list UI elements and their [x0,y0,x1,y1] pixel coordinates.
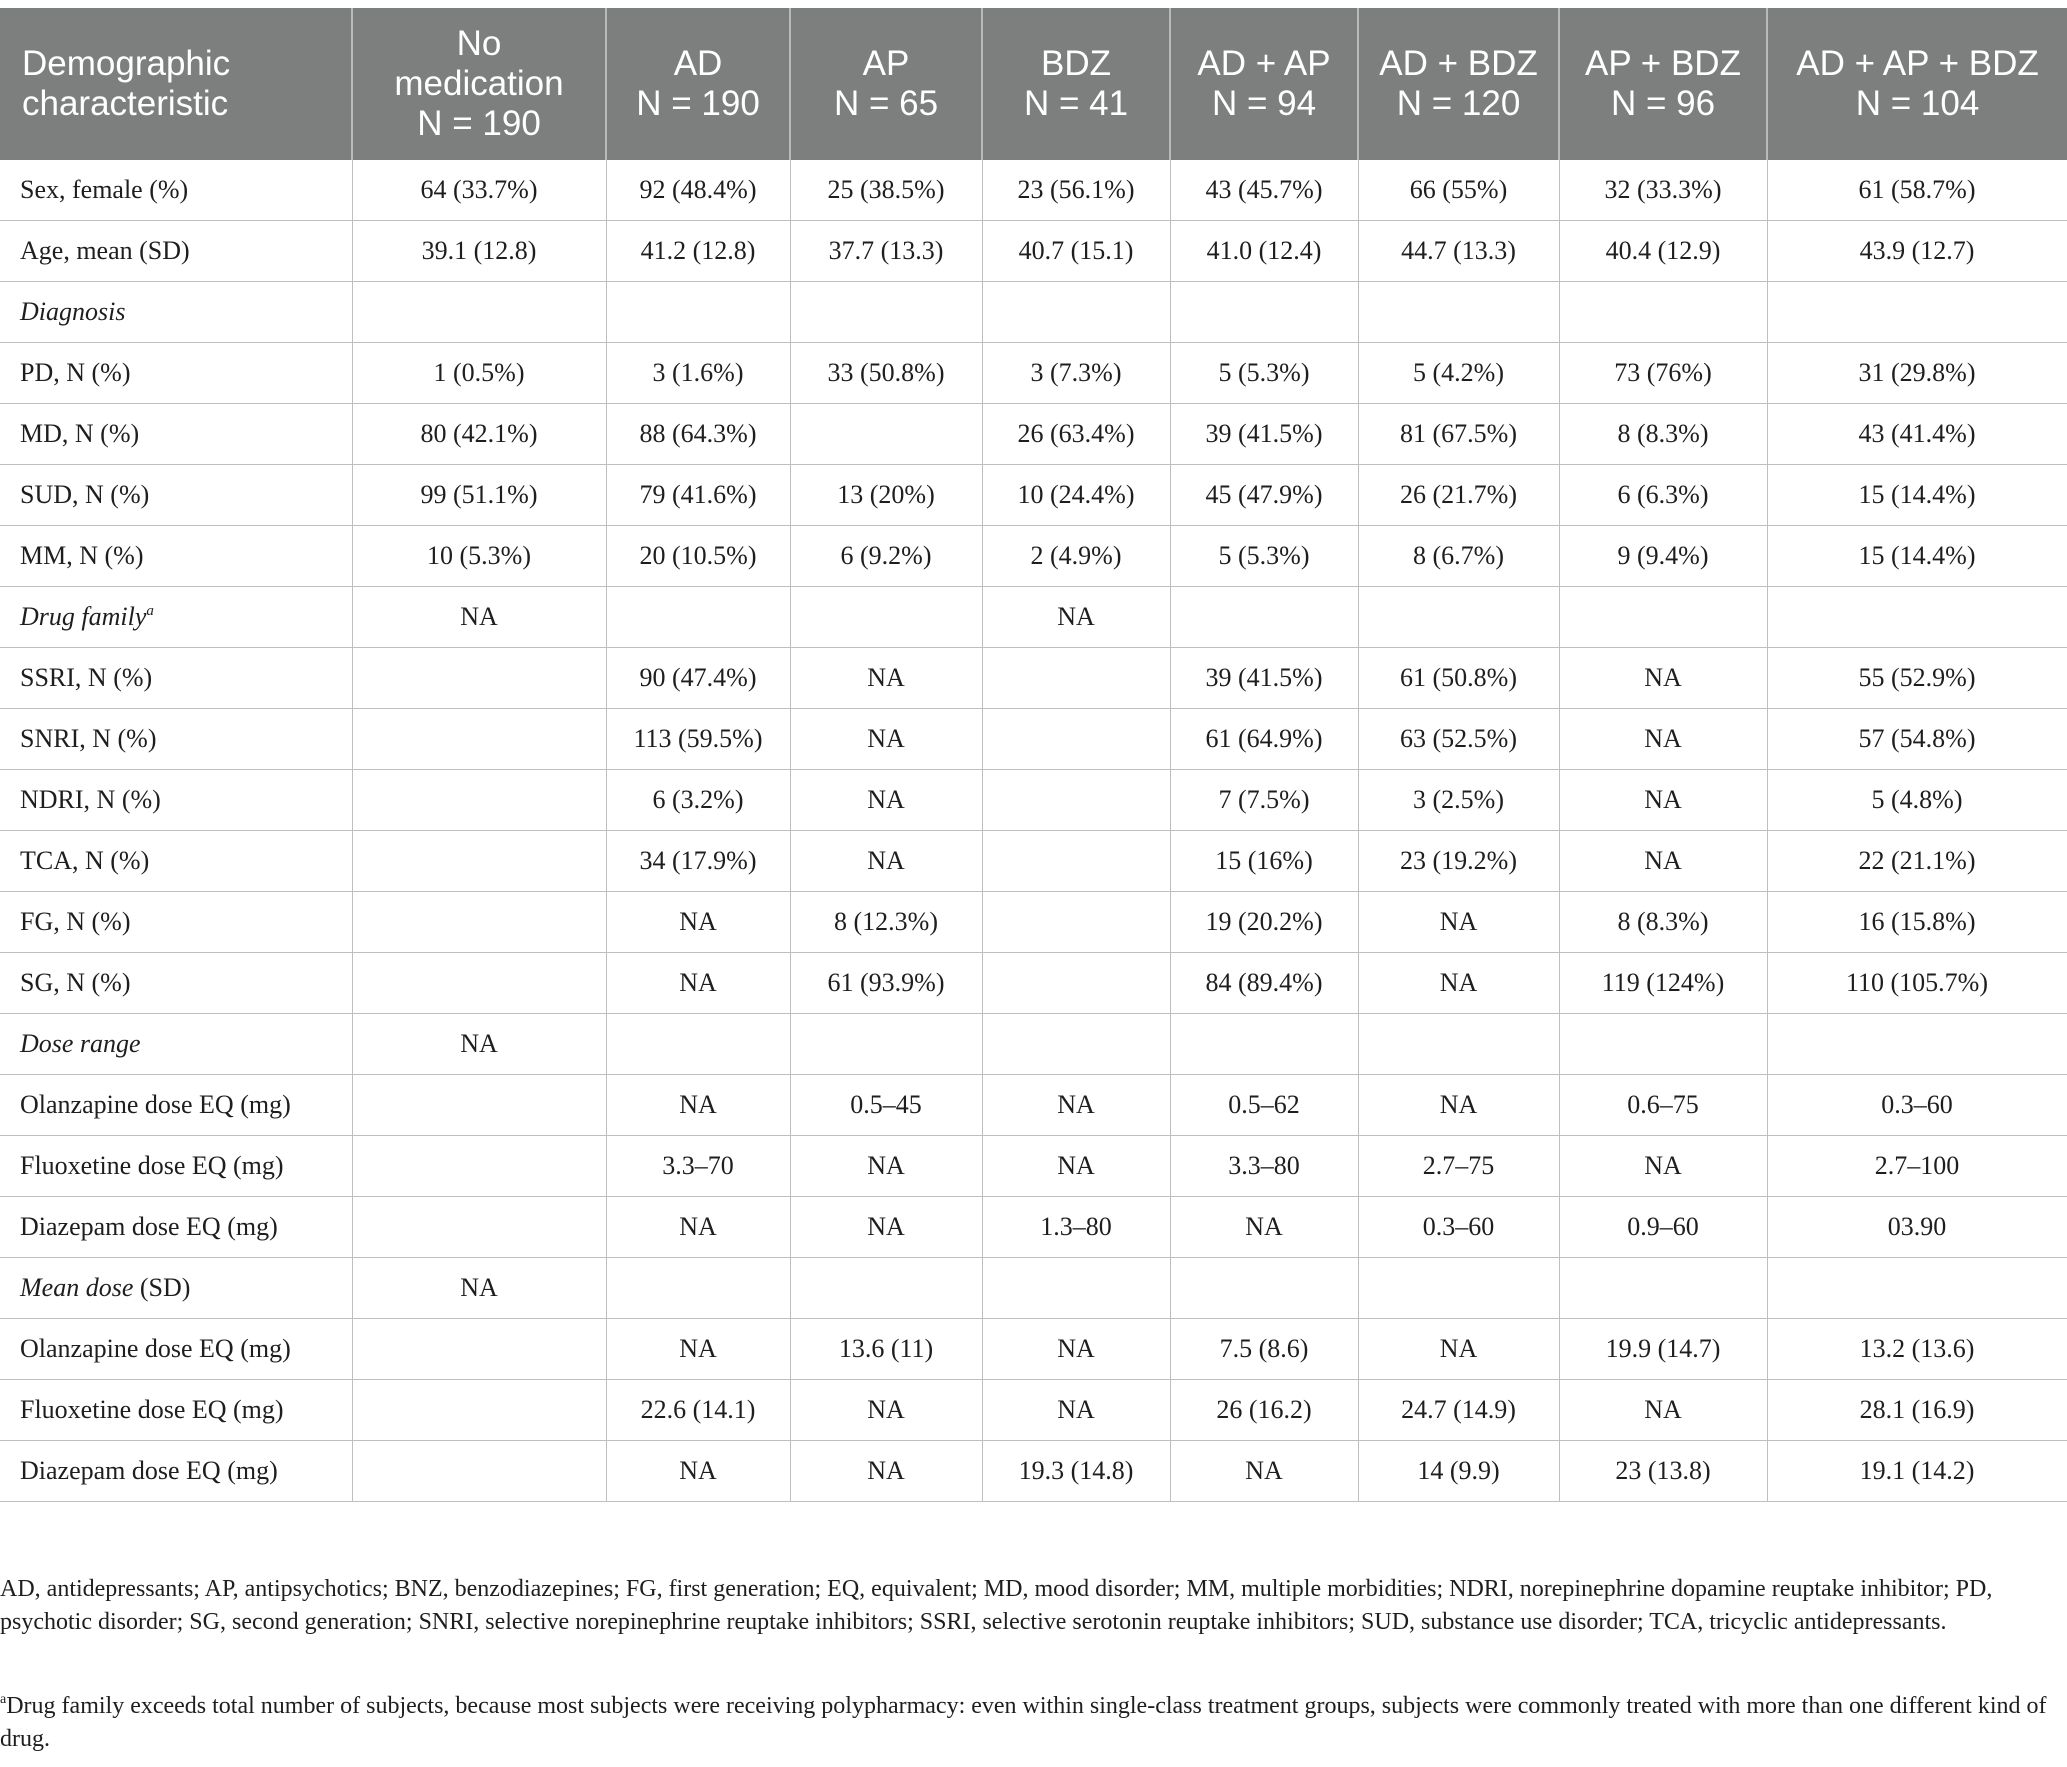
table-cell [1559,587,1767,648]
table-cell: 43 (41.4%) [1767,404,2067,465]
table-cell: 113 (59.5%) [606,709,790,770]
column-header-line: Demographic [22,44,231,83]
table-cell: 19.3 (14.8) [982,1441,1170,1502]
table-cell: 6 (6.3%) [1559,465,1767,526]
row-label-cell: FG, N (%) [0,892,352,953]
table-cell [1358,282,1559,343]
table-cell: NA [1170,1441,1358,1502]
table-cell [352,1075,606,1136]
column-header-line: N = 120 [1396,84,1521,123]
table-cell: 61 (93.9%) [790,953,982,1014]
table-cell: 40.4 (12.9) [1559,221,1767,282]
table-cell: 7 (7.5%) [1170,770,1358,831]
table-row [0,892,2067,953]
table-cell: 3 (2.5%) [1358,770,1559,831]
row-label-cell: SSRI, N (%) [0,648,352,709]
table-cell: 84 (89.4%) [1170,953,1358,1014]
table-cell [352,1380,606,1441]
table-cell [352,1136,606,1197]
column-header [352,8,606,160]
section-row [0,1014,2067,1075]
table-cell [606,587,790,648]
table-cell: 110 (105.7%) [1767,953,2067,1014]
footnote-marker: a [0,1692,7,1707]
table-cell: NA [982,1075,1170,1136]
column-header [1559,8,1767,160]
table-cell: 0.5–45 [790,1075,982,1136]
table-cell: 39 (41.5%) [1170,648,1358,709]
table-cell: 57 (54.8%) [1767,709,2067,770]
table-cell: NA [1358,892,1559,953]
table-cell [1358,1258,1559,1319]
table-cell [1559,282,1767,343]
table-cell [352,648,606,709]
table-cell: 15 (14.4%) [1767,526,2067,587]
table-cell: 6 (3.2%) [606,770,790,831]
column-header [0,8,352,160]
footnote-marker: a [146,603,154,619]
table-cell: 44.7 (13.3) [1358,221,1559,282]
table-cell: 0.9–60 [1559,1197,1767,1258]
table-cell: 19.9 (14.7) [1559,1319,1767,1380]
row-label-cell: Age, mean (SD) [0,221,352,282]
table-cell: NA [352,1014,606,1075]
table-cell: 41.2 (12.8) [606,221,790,282]
column-header-line: AP [862,44,910,83]
table-cell: 43.9 (12.7) [1767,221,2067,282]
table-cell: NA [790,1197,982,1258]
table-cell: 28.1 (16.9) [1767,1380,2067,1441]
table-cell: 1.3–80 [982,1197,1170,1258]
table-cell [982,892,1170,953]
table-cell: 26 (21.7%) [1358,465,1559,526]
column-header-line: N = 94 [1211,84,1317,123]
table-cell: 13.2 (13.6) [1767,1319,2067,1380]
table-cell: 0.3–60 [1358,1197,1559,1258]
table-cell [352,892,606,953]
table-cell: 92 (48.4%) [606,160,790,221]
table-cell: 31 (29.8%) [1767,343,2067,404]
column-header-line: AD [673,44,723,83]
row-label-cell: TCA, N (%) [0,831,352,892]
table-cell [982,282,1170,343]
section-row [0,587,2067,648]
column-header-line: N = 190 [636,84,760,123]
table-cell: 26 (16.2) [1170,1380,1358,1441]
table-cell: NA [352,587,606,648]
column-header [606,8,790,160]
table-cell [1767,282,2067,343]
column-header-line: No [456,24,502,63]
table-cell: NA [790,770,982,831]
column-header-line: BDZ [1041,44,1111,83]
table-cell: 13 (20%) [790,465,982,526]
table-cell: 2 (4.9%) [982,526,1170,587]
table-cell: 39 (41.5%) [1170,404,1358,465]
column-header [1767,8,2067,160]
table-cell [352,282,606,343]
table-cell: 7.5 (8.6) [1170,1319,1358,1380]
table-cell [352,1197,606,1258]
column-header [982,8,1170,160]
table-cell: 119 (124%) [1559,953,1767,1014]
row-label-cell: Diazepam dose EQ (mg) [0,1441,352,1502]
table-row [0,160,2067,221]
table-cell: 3.3–70 [606,1136,790,1197]
table-cell: 8 (8.3%) [1559,892,1767,953]
table-cell: NA [1559,831,1767,892]
table-cell: 55 (52.9%) [1767,648,2067,709]
table-cell: 33 (50.8%) [790,343,982,404]
table-cell [790,1014,982,1075]
table-cell: 16 (15.8%) [1767,892,2067,953]
table-cell [790,1258,982,1319]
table-cell [606,1258,790,1319]
table-cell: 79 (41.6%) [606,465,790,526]
table-cell: NA [606,1441,790,1502]
table-cell: 99 (51.1%) [352,465,606,526]
row-label-cell: Sex, female (%) [0,160,352,221]
table-cell: NA [1358,1319,1559,1380]
table-row [0,770,2067,831]
table-cell: 64 (33.7%) [352,160,606,221]
table-cell: 24.7 (14.9) [1358,1380,1559,1441]
demographics-table-container [0,8,2067,1502]
table-row [0,1136,2067,1197]
table-cell: 41.0 (12.4) [1170,221,1358,282]
table-cell: 5 (5.3%) [1170,526,1358,587]
section-label: Dose range [20,1029,141,1058]
table-cell: NA [606,953,790,1014]
column-header-line: medication [394,64,564,103]
table-cell [1767,1014,2067,1075]
table-cell: 8 (12.3%) [790,892,982,953]
table-cell: 9 (9.4%) [1559,526,1767,587]
table-cell: NA [606,1319,790,1380]
row-label-cell: Olanzapine dose EQ (mg) [0,1319,352,1380]
section-label: Drug family [20,602,147,631]
table-cell: 61 (58.7%) [1767,160,2067,221]
table-cell: 15 (16%) [1170,831,1358,892]
table-cell [1170,587,1358,648]
table-cell [982,953,1170,1014]
abbreviations-note: AD, antidepressants; AP, antipsychotics; BNZ, benzodiazepines; FG, first generation; EQ, equivalent; MD, mood disorder; MM, multiple morbidities; NDRI, norepinephrine dopamine reuptake inhibitor; PD, psychotic disorder; SG, second generation; SNRI, selective norepinephrine reuptake inhibitors; SSRI, selective serotonin reuptake inhibitors; SUD, substance use disorder; TCA, tricyclic antidepressants. [0,1576,1993,1635]
table-cell: NA [790,709,982,770]
table-cell: 10 (24.4%) [982,465,1170,526]
row-label-cell: SNRI, N (%) [0,709,352,770]
table-cell [1358,1014,1559,1075]
table-cell: NA [606,1197,790,1258]
column-header-line: N = 65 [833,84,939,123]
table-cell: 25 (38.5%) [790,160,982,221]
table-cell: 43 (45.7%) [1170,160,1358,221]
section-label: Mean dose [20,1273,134,1302]
table-cell: 73 (76%) [1559,343,1767,404]
demographics-table [0,8,2067,1502]
row-label-cell: SG, N (%) [0,953,352,1014]
table-cell: 13.6 (11) [790,1319,982,1380]
table-cell: NA [1559,709,1767,770]
table-cell: 5 (4.2%) [1358,343,1559,404]
table-cell: NA [1170,1197,1358,1258]
table-row [0,1197,2067,1258]
table-cell: 61 (50.8%) [1358,648,1559,709]
table-cell: NA [790,1380,982,1441]
column-header [1358,8,1559,160]
table-cell [982,1258,1170,1319]
section-label-cell [0,587,352,648]
section-label-cell [0,282,352,343]
section-row [0,282,2067,343]
table-cell [352,770,606,831]
table-cell: NA [1559,648,1767,709]
table-cell [606,282,790,343]
table-cell [1358,587,1559,648]
table-body [0,160,2067,1502]
table-cell: 2.7–75 [1358,1136,1559,1197]
table-cell [352,1319,606,1380]
table-cell: 03.90 [1767,1197,2067,1258]
column-header-line: AD + AP [1197,44,1331,83]
table-cell: 90 (47.4%) [606,648,790,709]
table-cell [982,1014,1170,1075]
table-cell: 34 (17.9%) [606,831,790,892]
table-cell: 40.7 (15.1) [982,221,1170,282]
table-cell: 5 (5.3%) [1170,343,1358,404]
table-cell: 14 (9.9) [1358,1441,1559,1502]
table-cell [790,587,982,648]
table-cell: NA [982,587,1170,648]
table-row [0,343,2067,404]
table-cell: 20 (10.5%) [606,526,790,587]
section-row [0,1258,2067,1319]
table-cell: 15 (14.4%) [1767,465,2067,526]
section-label: Diagnosis [20,297,126,326]
table-cell: 23 (19.2%) [1358,831,1559,892]
row-label-cell: MM, N (%) [0,526,352,587]
section-label-cell [0,1014,352,1075]
table-cell: NA [606,892,790,953]
table-cell [790,404,982,465]
row-label-cell: NDRI, N (%) [0,770,352,831]
table-row [0,1380,2067,1441]
header-row [0,8,2067,160]
footnote [0,1683,2060,1756]
column-header-line: AD + AP + BDZ [1796,44,2039,83]
table-cell: 32 (33.3%) [1559,160,1767,221]
table-cell: NA [790,831,982,892]
table-cell: 0.6–75 [1559,1075,1767,1136]
table-cell: NA [1559,770,1767,831]
table-cell [982,831,1170,892]
row-label-cell: Fluoxetine dose EQ (mg) [0,1136,352,1197]
table-cell: 22 (21.1%) [1767,831,2067,892]
table-cell: 80 (42.1%) [352,404,606,465]
table-cell: 0.5–62 [1170,1075,1358,1136]
table-cell [1170,1014,1358,1075]
table-cell [352,1441,606,1502]
column-header-line: AP + BDZ [1585,44,1741,83]
table-cell: 0.3–60 [1767,1075,2067,1136]
table-cell: 22.6 (14.1) [606,1380,790,1441]
table-cell: 39.1 (12.8) [352,221,606,282]
table-cell: 23 (13.8) [1559,1441,1767,1502]
table-row [0,465,2067,526]
table-cell [1170,282,1358,343]
table-cell: 6 (9.2%) [790,526,982,587]
column-header-line: N = 190 [417,104,541,143]
section-label-cell [0,1258,352,1319]
table-cell: 3 (7.3%) [982,343,1170,404]
row-label-cell: Diazepam dose EQ (mg) [0,1197,352,1258]
table-cell [982,709,1170,770]
column-header-line: N = 96 [1610,84,1716,123]
table-cell [352,709,606,770]
table-cell: NA [352,1258,606,1319]
table-cell [790,282,982,343]
table-row [0,831,2067,892]
table-row [0,1441,2067,1502]
section-label-suffix: (SD) [133,1273,191,1302]
table-cell: 23 (56.1%) [982,160,1170,221]
table-cell [982,770,1170,831]
table-row [0,1075,2067,1136]
table-row [0,953,2067,1014]
table-cell: 37.7 (13.3) [790,221,982,282]
table-header [0,8,2067,160]
table-cell: NA [1559,1380,1767,1441]
table-cell [352,831,606,892]
table-cell: NA [982,1319,1170,1380]
row-label-cell: SUD, N (%) [0,465,352,526]
table-cell [606,1014,790,1075]
table-row [0,709,2067,770]
table-cell: 63 (52.5%) [1358,709,1559,770]
table-cell: NA [1358,953,1559,1014]
table-cell [1559,1258,1767,1319]
table-cell: 5 (4.8%) [1767,770,2067,831]
table-cell: 19.1 (14.2) [1767,1441,2067,1502]
table-cell: 8 (8.3%) [1559,404,1767,465]
table-cell: 19 (20.2%) [1170,892,1358,953]
footnote-text: Drug family exceeds total number of subjects, because most subjects were receiving polypharmacy: even within single-class treatment groups, subjects were commonly treated with more than one different kind of drug. [0,1693,2047,1752]
table-cell: 2.7–100 [1767,1136,2067,1197]
table-cell: 61 (64.9%) [1170,709,1358,770]
column-header-line: AD + BDZ [1379,44,1538,83]
table-cell [1559,1014,1767,1075]
table-cell [352,953,606,1014]
table-row [0,648,2067,709]
table-cell: NA [1358,1075,1559,1136]
table-cell: 81 (67.5%) [1358,404,1559,465]
table-cell [1767,587,2067,648]
column-header-line: N = 41 [1023,84,1129,123]
table-row [0,1319,2067,1380]
table-cell: 8 (6.7%) [1358,526,1559,587]
table-cell [1170,1258,1358,1319]
row-label-cell: Fluoxetine dose EQ (mg) [0,1380,352,1441]
table-cell: NA [606,1075,790,1136]
table-cell: 3 (1.6%) [606,343,790,404]
table-cell: 10 (5.3%) [352,526,606,587]
column-header [790,8,982,160]
table-cell: NA [790,1441,982,1502]
table-cell [982,648,1170,709]
table-cell: 66 (55%) [1358,160,1559,221]
table-cell: 1 (0.5%) [352,343,606,404]
row-label-cell: Olanzapine dose EQ (mg) [0,1075,352,1136]
column-header-line: characteristic [22,84,229,123]
table-cell: NA [790,648,982,709]
table-cell: NA [790,1136,982,1197]
table-row [0,404,2067,465]
column-header-line: N = 104 [1855,84,1980,123]
table-cell: 3.3–80 [1170,1136,1358,1197]
table-row [0,221,2067,282]
table-cell [1767,1258,2067,1319]
table-cell: 45 (47.9%) [1170,465,1358,526]
table-cell: NA [982,1136,1170,1197]
table-cell: 88 (64.3%) [606,404,790,465]
row-label-cell: MD, N (%) [0,404,352,465]
table-cell: NA [1559,1136,1767,1197]
table-row [0,526,2067,587]
table-cell: NA [982,1380,1170,1441]
row-label-cell: PD, N (%) [0,343,352,404]
table-cell: 26 (63.4%) [982,404,1170,465]
column-header [1170,8,1358,160]
